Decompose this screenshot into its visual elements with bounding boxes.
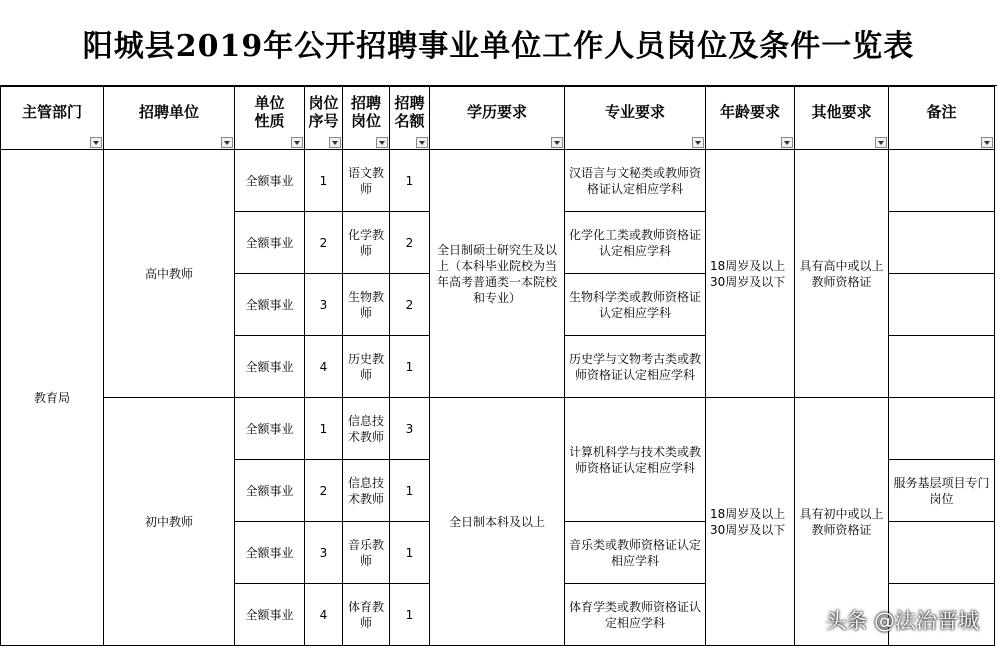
nature-cell: 全额事业 [235, 460, 305, 522]
seq-cell: 4 [305, 584, 343, 646]
note-cell [889, 274, 995, 336]
header-note [889, 87, 995, 150]
post-cell: 体育教师 [343, 584, 390, 646]
dept-cell: 教育局 [1, 150, 104, 646]
header-label: 学历要求 [466, 103, 527, 121]
post-cell: 语文教师 [343, 150, 390, 212]
header-major [565, 87, 706, 150]
header-label: 主管部门 [21, 103, 82, 121]
header-label: 招聘 岗位 [350, 94, 381, 130]
seq-cell: 3 [305, 274, 343, 336]
filter-dropdown-icon[interactable] [692, 137, 704, 148]
major-cell: 汉语言与文秘类或教师资格证认定相应学科 [565, 150, 706, 212]
post-cell: 化学教师 [343, 212, 390, 274]
major-cell: 生物科学类或教师资格证认定相应学科 [565, 274, 706, 336]
nature-cell: 全额事业 [235, 522, 305, 584]
header-label: 专业要求 [604, 103, 665, 121]
filter-dropdown-icon[interactable] [376, 137, 388, 148]
note-cell [889, 398, 995, 460]
post-cell: 信息技术教师 [343, 398, 390, 460]
recruitment-table [0, 86, 995, 646]
post-cell: 历史教师 [343, 336, 390, 398]
post-cell: 信息技术教师 [343, 460, 390, 522]
note-cell: 服务基层项目专门岗位 [889, 460, 995, 522]
header-dept [1, 87, 104, 150]
quota-cell: 1 [390, 336, 430, 398]
seq-cell: 3 [305, 522, 343, 584]
edu-cell: 全日制本科及以上 [430, 398, 565, 646]
header-unit [104, 87, 235, 150]
header-edu [430, 87, 565, 150]
note-cell [889, 150, 995, 212]
header-label: 岗位 序号 [308, 94, 339, 130]
watermark: 头条 @法治晋城 [825, 609, 979, 633]
nature-cell: 全额事业 [235, 274, 305, 336]
nature-cell: 全额事业 [235, 398, 305, 460]
quota-cell: 3 [390, 398, 430, 460]
nature-cell: 全额事业 [235, 584, 305, 646]
note-cell [889, 522, 995, 584]
header-other [795, 87, 889, 150]
unit-cell: 高中教师 [104, 150, 235, 398]
seq-cell: 2 [305, 460, 343, 522]
header-seq [305, 87, 343, 150]
filter-dropdown-icon[interactable] [221, 137, 233, 148]
header-nature [235, 87, 305, 150]
nature-cell: 全额事业 [235, 212, 305, 274]
edu-cell: 全日制硕士研究生及以上（本科毕业院校为当年高考普通类一本院校和专业） [430, 150, 565, 398]
major-cell: 体育学类或教师资格证认定相应学科 [565, 584, 706, 646]
filter-dropdown-icon[interactable] [875, 137, 887, 148]
page-title: 阳城县2019年公开招聘事业单位工作人员岗位及条件一览表 [0, 0, 997, 86]
header-post [343, 87, 390, 150]
quota-cell: 2 [390, 274, 430, 336]
major-cell: 音乐类或教师资格证认定相应学科 [565, 522, 706, 584]
seq-cell: 1 [305, 150, 343, 212]
post-cell: 音乐教师 [343, 522, 390, 584]
header-label: 招聘单位 [138, 103, 199, 121]
quota-cell: 1 [390, 584, 430, 646]
header-label: 备注 [926, 103, 957, 121]
post-cell: 生物教师 [343, 274, 390, 336]
seq-cell: 1 [305, 398, 343, 460]
seq-cell: 4 [305, 336, 343, 398]
filter-dropdown-icon[interactable] [981, 137, 993, 148]
major-cell: 计算机科学与技术类或教师资格证认定相应学科 [565, 398, 706, 522]
major-cell: 历史学与文物考古类或教师资格证认定相应学科 [565, 336, 706, 398]
quota-cell: 2 [390, 212, 430, 274]
header-age [706, 87, 795, 150]
filter-dropdown-icon[interactable] [291, 137, 303, 148]
header-row [1, 87, 995, 150]
filter-dropdown-icon[interactable] [781, 137, 793, 148]
nature-cell: 全额事业 [235, 336, 305, 398]
filter-dropdown-icon[interactable] [90, 137, 102, 148]
other-cell: 具有高中或以上教师资格证 [795, 150, 889, 398]
filter-dropdown-icon[interactable] [551, 137, 563, 148]
header-label: 单位 性质 [254, 94, 285, 130]
seq-cell: 2 [305, 212, 343, 274]
major-cell: 化学化工类或教师资格证认定相应学科 [565, 212, 706, 274]
filter-dropdown-icon[interactable] [416, 137, 428, 148]
note-cell [889, 212, 995, 274]
table-row [1, 398, 995, 460]
quota-cell: 1 [390, 522, 430, 584]
other-cell: 具有初中或以上教师资格证 [795, 398, 889, 646]
quota-cell: 1 [390, 150, 430, 212]
header-quota [390, 87, 430, 150]
unit-cell: 初中教师 [104, 398, 235, 646]
table-row [1, 150, 995, 212]
nature-cell: 全额事业 [235, 150, 305, 212]
age-cell: 18周岁及以上30周岁及以下 [706, 150, 795, 398]
header-label: 招聘 名额 [394, 94, 425, 130]
quota-cell: 1 [390, 460, 430, 522]
filter-dropdown-icon[interactable] [329, 137, 341, 148]
header-label: 年龄要求 [719, 103, 780, 121]
note-cell [889, 336, 995, 398]
header-label: 其他要求 [811, 103, 872, 121]
age-cell: 18周岁及以上30周岁及以下 [706, 398, 795, 646]
